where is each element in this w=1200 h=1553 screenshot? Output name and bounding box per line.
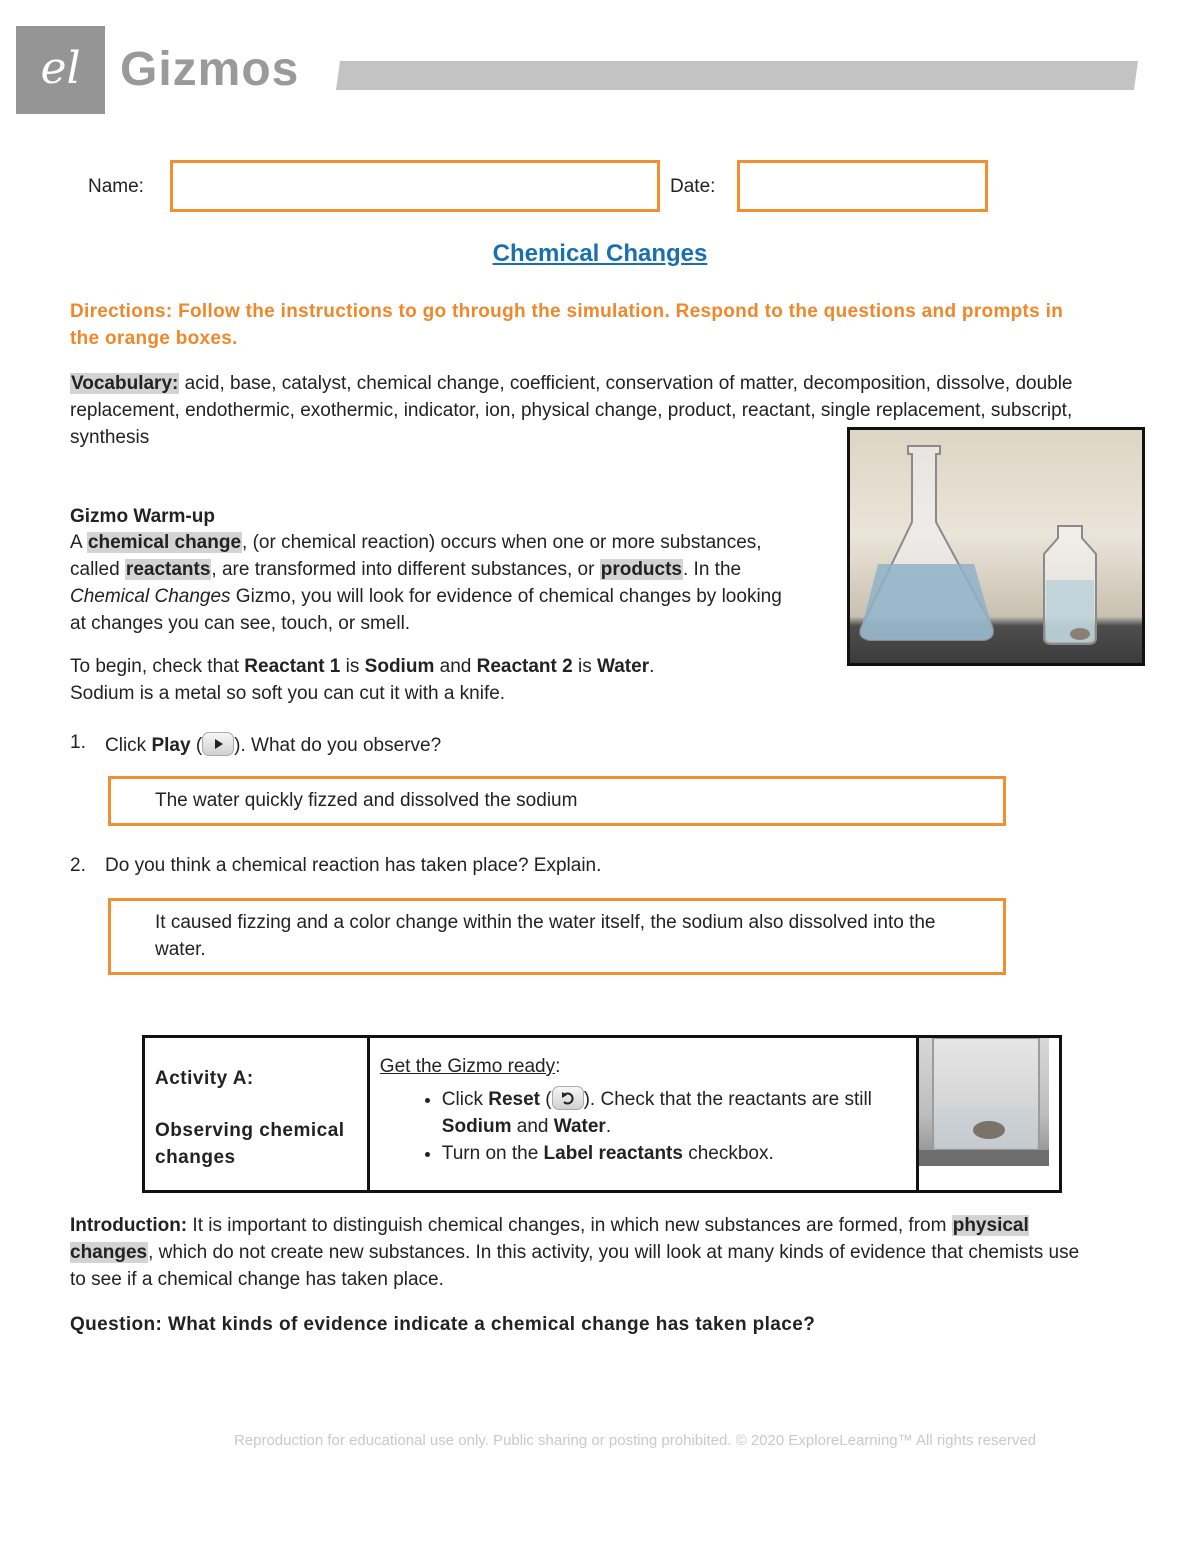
reactant-1-value: Sodium <box>364 656 435 677</box>
reactant-1-label: Reactant 1 <box>244 656 341 677</box>
text: ). Check that the reactants are still <box>583 1089 872 1110</box>
question-2-text: Do you think a chemical reaction has taken place? Explain. <box>105 855 602 876</box>
text: . <box>605 1116 612 1137</box>
activity-label: Activity A: <box>155 1068 254 1089</box>
activity-steps <box>380 1086 907 1167</box>
answer-1-text: The water quickly fizzed and dissolved the sodium <box>155 790 578 811</box>
text: Turn on the <box>441 1143 544 1164</box>
text: Click <box>105 735 152 756</box>
warmup-heading: Gizmo Warm-up <box>70 506 215 527</box>
text: A <box>70 532 87 553</box>
warmup-paragraph <box>70 529 800 637</box>
step-label-reactants <box>442 1140 907 1167</box>
brand-logo <box>16 26 105 114</box>
flask-bottle-illustration <box>850 430 1142 663</box>
question-1-text <box>105 732 441 757</box>
text: It is important to distinguish chemical changes, in which new substances are formed, from <box>187 1215 952 1236</box>
reactant-sodium: Sodium <box>441 1116 512 1137</box>
text: Sodium is a metal so soft you can cut it with a knife. <box>70 683 506 704</box>
text: Gizmo, you will look for evidence of chemical changes by looking at changes you can see, touch, or smell. <box>70 586 782 634</box>
term-chemical-change: chemical change <box>87 532 242 553</box>
reactant-2-label: Reactant 2 <box>476 656 573 677</box>
activity-instructions-cell <box>368 1037 918 1192</box>
begin-instructions <box>70 653 830 707</box>
activity-image-cell <box>918 1037 1061 1192</box>
text: and <box>511 1116 554 1137</box>
get-ready-colon: : <box>555 1056 561 1077</box>
reactant-water: Water <box>553 1116 606 1137</box>
text: To begin, check that <box>70 656 245 677</box>
play-icon <box>202 732 234 756</box>
introduction <box>70 1212 1080 1293</box>
term-physical-changes: physical changes <box>70 1215 1029 1263</box>
activity-label-cell <box>144 1037 369 1192</box>
gizmo-name: Chemical Changes <box>70 586 231 607</box>
date-field[interactable] <box>737 160 988 212</box>
introduction-label: Introduction: <box>70 1215 188 1236</box>
text: Click <box>441 1089 489 1110</box>
vocabulary-label: Vocabulary: <box>71 373 179 394</box>
answer-box-2[interactable] <box>108 898 1006 975</box>
vocabulary-text: acid, base, catalyst, chemical change, coefficient, conservation of matter, decomposition, dissolve, double replacement, endothermic, exothermic, indicator, ion, physical change, product, reactant, single replacement, subscript, synthesis <box>70 373 1073 448</box>
reactant-2-value: Water <box>597 656 650 677</box>
text: , (or chemical reaction) occurs when one or more substances, called <box>70 532 762 580</box>
text: checkbox. <box>682 1143 774 1164</box>
name-field[interactable] <box>170 160 660 212</box>
get-ready-text: Get the Gizmo ready <box>379 1056 556 1077</box>
name-label: Name: <box>88 176 144 197</box>
bottle-thumbnail-illustration <box>919 1038 1049 1166</box>
reset-icon <box>552 1086 584 1110</box>
main-question: Question: What kinds of evidence indicate a chemical change has taken place? <box>70 1314 816 1335</box>
flask-bottle-image <box>847 427 1145 666</box>
text: , are transformed into different substances, or <box>211 559 600 580</box>
term-reactants: reactants <box>125 559 211 580</box>
answer-box-1[interactable] <box>108 776 1006 826</box>
footer-copyright: Reproduction for educational use only. Public sharing or posting prohibited. © 2020 ExploreLearning™ All rights reserved <box>233 1432 1037 1449</box>
text: ( <box>540 1089 552 1110</box>
activity-table <box>142 1035 1062 1193</box>
brand-logo-text: el <box>40 43 81 94</box>
question-2-number: 2. <box>70 855 86 876</box>
get-ready-heading <box>380 1056 907 1078</box>
page-title: Chemical Changes <box>492 240 708 267</box>
label-reactants-checkbox-name: Label reactants <box>543 1143 683 1164</box>
answer-2-text: It caused fizzing and a color change within the water itself, the sodium also dissolved into the water. <box>155 912 936 960</box>
text: ). What do you observe? <box>234 735 442 756</box>
header-bar <box>336 61 1138 90</box>
text: . In the <box>683 559 742 580</box>
bottle-thumbnail <box>919 1038 1049 1166</box>
activity-name: Observing chemical changes <box>155 1120 345 1168</box>
text: is <box>340 656 365 677</box>
text: , which do not create new substances. In this activity, you will look at many kinds of evidence that chemists use to see if a chemical change has taken place. <box>70 1242 1080 1290</box>
text: is <box>572 656 597 677</box>
date-label: Date: <box>670 176 716 197</box>
text: ( <box>190 735 203 756</box>
question-1-number: 1. <box>70 732 86 753</box>
text: . <box>649 656 655 677</box>
play-label: Play <box>151 735 191 756</box>
text: and <box>434 656 477 677</box>
term-products: products <box>600 559 682 580</box>
step-reset <box>442 1086 907 1140</box>
reset-label: Reset <box>488 1089 540 1110</box>
brand-name: Gizmos <box>120 43 300 96</box>
directions: Directions: Follow the instructions to go through the simulation. Respond to the questions and prompts in the orange boxes. <box>70 301 1064 349</box>
